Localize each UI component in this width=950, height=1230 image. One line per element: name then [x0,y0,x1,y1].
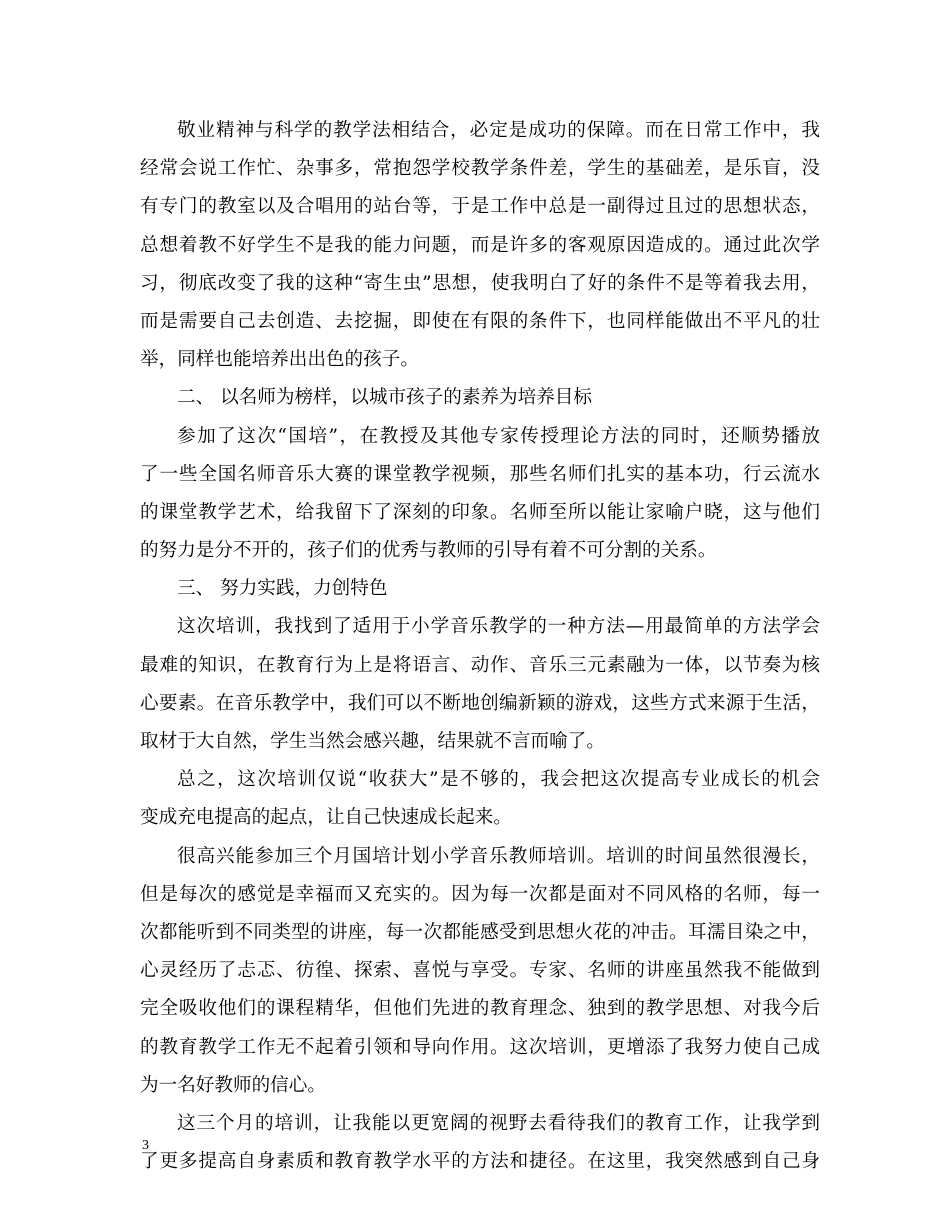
text-line: 而是需要自己去创造、去挖掘，即使在有限的条件下，也同样能做出不平凡的壮 [140,310,820,332]
text-line: 习，彻底改变了我的这种“寄生虫”思想，使我明白了好的条件不是等着我去用， [140,272,820,294]
text-line: 参加了这次“国培”，在教授及其他专家传授理论方法的同时，还顺势播放 [177,425,820,447]
text-line: 心要素。在音乐教学中，我们可以不断地创编新颖的游戏，这些方式来源于生活， [140,692,820,714]
text-line: 的努力是分不开的，孩子们的优秀与教师的引导有着不可分割的关系。 [140,540,717,562]
text-line: 有专门的教室以及合唱用的站台等，于是工作中总是一副得过且过的思想状态， [140,196,820,218]
text-line: 最难的知识，在教育行为上是将语言、动作、音乐三元素融为一体，以节奏为核 [140,654,820,676]
body-text [140,112,820,1181]
text-line: 的教育教学工作无不起着引领和导向作用。这次培训，更增添了我努力使自己成 [140,1036,820,1058]
text-line: 这三个月的培训，让我能以更宽阔的视野去看待我们的教育工作，让我学到 [177,1112,820,1134]
text-line: 了一些全国名师音乐大赛的课堂教学视频，那些名师们扎实的基本功，行云流水 [140,463,820,485]
text-line: 很高兴能参加三个月国培计划小学音乐教师培训。培训的时间虽然很漫长， [177,845,820,867]
text-line: 但是每次的感觉是幸福而又充实的。因为每一次都是面对不同风格的名师，每一 [140,883,820,905]
text-line: 心灵经历了忐忑、彷徨、探索、喜悦与享受。专家、名师的讲座虽然我不能做到 [140,960,820,982]
text-line: 变成充电提高的起点，让自己快速成长起来。 [140,807,512,829]
text-line: 的课堂教学艺术，给我留下了深刻的印象。名师至所以能让家喻户晓，这与他们 [140,501,820,523]
text-line: 二、 以名师为榜样，以城市孩子的素养为培养目标 [177,387,592,409]
text-line: 举，同样也能培养出出色的孩子。 [140,349,419,371]
text-line: 敬业精神与科学的教学法相结合，必定是成功的保障。而在日常工作中，我 [177,120,820,141]
text-line: 总之，这次培训仅说“收获大”是不够的，我会把这次提高专业成长的机会 [177,769,820,791]
text-line: 取材于大自然，学生当然会感兴趣，结果就不言而喻了。 [140,731,605,752]
text-line: 这次培训，我找到了适用于小学音乐教学的一种方法—用最简单的方法学会 [177,616,820,638]
text-line: 次都能听到不同类型的讲座，每一次都能感受到思想火花的冲击。耳濡目染之中， [140,921,820,943]
text-line: 经常会说工作忙、杂事多，常抱怨学校教学条件差，学生的基础差，是乐盲，没 [140,158,820,180]
text-line: 为一名好教师的信心。 [140,1074,326,1096]
text-line: 了更多提高自身素质和教育教学水平的方法和捷径。在这里，我突然感到自己身 [140,1151,820,1173]
page-number: 3 [142,1138,149,1153]
text-line: 完全吸收他们的课程精华，但他们先进的教育理念、独到的教学思想、对我今后 [140,998,820,1020]
text-line: 三、 努力实践，力创特色 [177,578,388,600]
text-line: 总想着教不好学生不是我的能力问题，而是许多的客观原因造成的。通过此次学 [140,234,820,256]
